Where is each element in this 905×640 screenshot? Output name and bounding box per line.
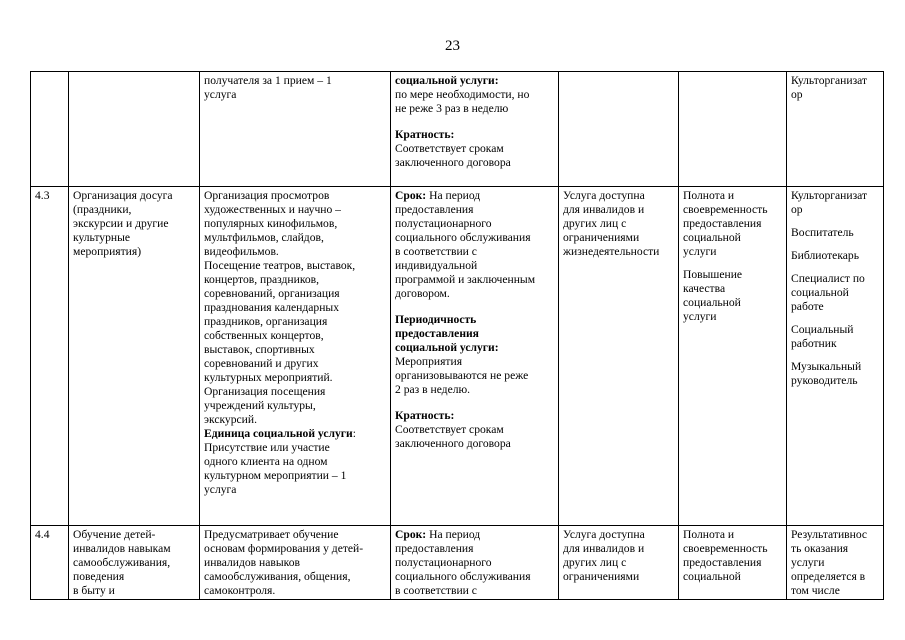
- cell-accessibility: [559, 526, 679, 600]
- cell-quality: [679, 72, 787, 187]
- cell-staff: [787, 187, 884, 526]
- text-line: для инвалидов и: [563, 542, 645, 555]
- text-line: полустационарного: [395, 217, 492, 230]
- text-line: ть оказания: [791, 542, 849, 555]
- term-label: Срок:: [395, 528, 427, 541]
- text-line: в соответствии с: [395, 245, 477, 258]
- text-line: 2 раз в неделю.: [395, 383, 471, 396]
- text-line: работе: [791, 300, 824, 313]
- text-line: по мере необходимости, но: [395, 88, 530, 101]
- page-number: 23: [445, 38, 460, 54]
- cell-staff: [787, 72, 884, 187]
- text-line: популярных кинофильмов,: [204, 217, 338, 230]
- text-line: самообслуживания,: [73, 556, 171, 569]
- text-line: самоконтроля.: [204, 584, 276, 597]
- text-line: услуги: [683, 310, 717, 323]
- cell-quality: [679, 526, 787, 600]
- text-line: индивидуальной: [395, 259, 478, 272]
- text-line: определяется в: [791, 570, 866, 583]
- frequency-label: Кратность:: [395, 128, 455, 141]
- cell-term: [391, 526, 559, 600]
- text-line: экскурсий.: [204, 413, 257, 426]
- text-line: Культорганизат: [791, 74, 868, 87]
- text-line: экскурсии и другие: [73, 217, 169, 230]
- cell-name: [69, 187, 200, 526]
- text-line: социальной: [683, 231, 741, 244]
- text-line: услуга: [204, 88, 237, 101]
- text-line: других лиц с: [563, 556, 627, 569]
- text-line: полустационарного: [395, 556, 492, 569]
- text-line: качества: [683, 282, 726, 295]
- periodicity-label: предоставления: [395, 327, 479, 340]
- text-line: жизнедеятельности: [563, 245, 660, 258]
- services-table: [30, 71, 884, 600]
- text-line: культурные: [73, 231, 131, 244]
- text-line: культурных мероприятий.: [204, 371, 333, 384]
- text-line: Полнота и: [683, 189, 735, 202]
- cell-staff: [787, 526, 884, 600]
- text-line: празднования календарных: [204, 301, 339, 314]
- text-line: организовываются не реже: [395, 369, 529, 382]
- text-line: На период: [429, 528, 481, 541]
- text-line: инвалидов навыкам: [73, 542, 171, 555]
- text-line: предоставления: [395, 203, 474, 216]
- text-line: Специалист по: [791, 272, 865, 285]
- table-row-4-3: [31, 187, 884, 526]
- text-line: предоставления: [395, 542, 474, 555]
- text-line: культурном мероприятии – 1: [204, 469, 347, 482]
- table-row-4-4: [31, 526, 884, 600]
- text-line: Посещение театров, выставок,: [204, 259, 356, 272]
- unit-label: Единица социальной услуги: [204, 427, 353, 440]
- text-line: инвалидов навыков: [204, 556, 300, 569]
- text-line: социальной: [791, 286, 849, 299]
- text-line: поведения: [73, 570, 125, 583]
- text-line: Организация просмотров: [204, 189, 330, 202]
- cell-term: [391, 187, 559, 526]
- text-line: других лиц с: [563, 217, 627, 230]
- cell-description: [200, 72, 391, 187]
- cell-number: 4.4: [31, 526, 69, 600]
- text-line: праздников, организация: [204, 315, 328, 328]
- text-line: в быту и: [73, 584, 115, 597]
- text-line: ор: [791, 203, 803, 216]
- table-row-continuation: [31, 72, 884, 187]
- text-line: ограничениями: [563, 231, 640, 244]
- text-line: Музыкальный: [791, 360, 862, 373]
- text-line: работник: [791, 337, 837, 350]
- text-line: Услуга доступна: [563, 528, 645, 541]
- text-line: услуги: [683, 245, 717, 258]
- frequency-label: Кратность:: [395, 409, 455, 422]
- text-line: договором.: [395, 287, 450, 300]
- periodicity-label: Периодичность: [395, 313, 477, 326]
- text-line: заключенного договора: [395, 156, 511, 169]
- text-line: художественных и научно –: [204, 203, 341, 216]
- cell-accessibility: [559, 187, 679, 526]
- periodicity-label: социальной услуги:: [395, 74, 499, 87]
- text-line: Соответствует срокам: [395, 423, 504, 436]
- cell-term: [391, 72, 559, 187]
- text-line: самообслуживания, общения,: [204, 570, 351, 583]
- text-line: получателя за 1 прием – 1: [204, 74, 332, 87]
- cell-number: [31, 72, 69, 187]
- text-line: (праздники,: [73, 203, 132, 216]
- text-line: выставок, спортивных: [204, 343, 315, 356]
- text-line: программой и заключенным: [395, 273, 536, 286]
- text-line: услуга: [204, 483, 237, 496]
- text-line: Культорганизат: [791, 189, 868, 202]
- text-line: Полнота и: [683, 528, 735, 541]
- cell-description: [200, 526, 391, 600]
- cell-description: Организация просмотров художественных и научно – популярных кинофильмов, мультфильмов, слайдов, видеофильмов. Посещение театров, выставок, концертов, праздников, соревнований, организация празднования календарных праздников, организация собственных концертов, выставок, спортивных соревнований и других культурных мероприятий. Организация посещения учреждений культуры, экскурсий. Единица социальной услуги: Присутствие или участие одного клиента на одном культурном мероприятии – 1 услуга: [200, 187, 391, 526]
- text-line: Повышение: [683, 268, 743, 281]
- text-line: собственных концертов,: [204, 329, 324, 342]
- text-line: руководитель: [791, 374, 858, 387]
- text-line: Библиотекарь: [791, 249, 860, 262]
- text-line: для инвалидов и: [563, 203, 645, 216]
- text-line: Социальный: [791, 323, 854, 336]
- text-line: Обучение детей-: [73, 528, 156, 541]
- text-line: соревнований, организация: [204, 287, 340, 300]
- text-line: Предусматривает обучение: [204, 528, 339, 541]
- text-line: Мероприятия: [395, 355, 463, 368]
- text-line: мультфильмов, слайдов,: [204, 231, 324, 244]
- cell-quality: [679, 187, 787, 526]
- text-line: том числе: [791, 584, 840, 597]
- text-line: предоставления: [683, 556, 762, 569]
- text-line: Организация посещения: [204, 385, 326, 398]
- text-line: социальной: [683, 570, 741, 583]
- text-line: социальной: [683, 296, 741, 309]
- text-line: мероприятия): [73, 245, 142, 258]
- text-line: Услуга доступна: [563, 189, 645, 202]
- text-line: Соответствует срокам: [395, 142, 504, 155]
- text-line: соревнований и других: [204, 357, 319, 370]
- term-label: Срок:: [395, 189, 427, 202]
- text-line: учреждений культуры,: [204, 399, 316, 412]
- text-line: На период: [429, 189, 481, 202]
- text-line: концертов, праздников,: [204, 273, 320, 286]
- text-line: социального обслуживания: [395, 231, 531, 244]
- text-line: ограничениями: [563, 570, 640, 583]
- cell-name: [69, 72, 200, 187]
- text-line: одного клиента на одном: [204, 455, 328, 468]
- text-line: Воспитатель: [791, 226, 854, 239]
- text-line: заключенного договора: [395, 437, 511, 450]
- text-line: Организация досуга: [73, 189, 173, 202]
- text-line: видеофильмов.: [204, 245, 279, 258]
- cell-number: 4.3: [31, 187, 69, 526]
- text-line: ор: [791, 88, 803, 101]
- text-line: услуги: [791, 556, 825, 569]
- cell-name: [69, 526, 200, 600]
- periodicity-label: социальной услуги:: [395, 341, 499, 354]
- text-line: социального обслуживания: [395, 570, 531, 583]
- text-line: своевременность: [683, 203, 768, 216]
- text-line: в соответствии с: [395, 584, 477, 597]
- text-line: своевременность: [683, 542, 768, 555]
- text-line: Присутствие или участие: [204, 441, 330, 454]
- cell-accessibility: [559, 72, 679, 187]
- text-line: не реже 3 раз в неделю: [395, 102, 509, 115]
- text-line: Результативнос: [791, 528, 868, 541]
- text-line: основам формирования у детей-: [204, 542, 364, 555]
- text-line: предоставления: [683, 217, 762, 230]
